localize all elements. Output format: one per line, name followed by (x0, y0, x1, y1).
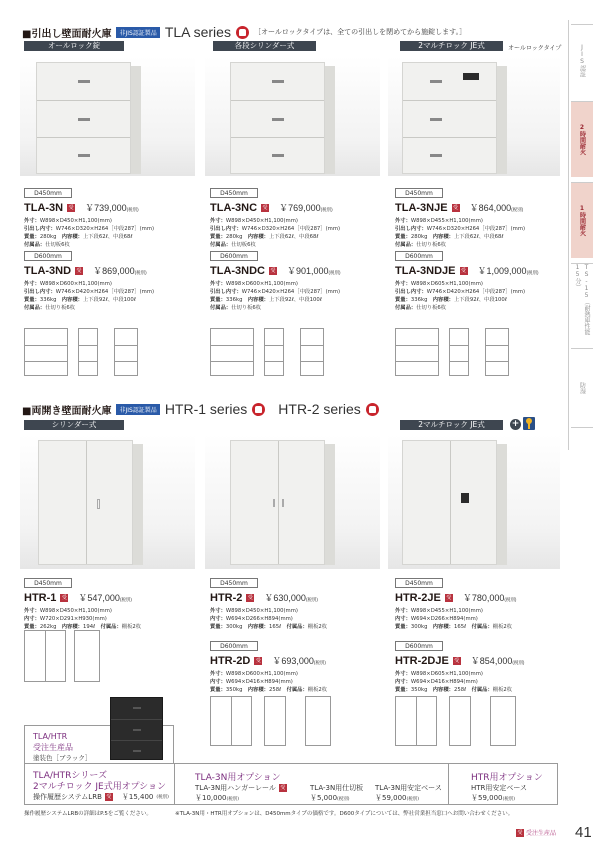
made-to-order-icon: 受 (270, 267, 276, 274)
model-name-row (395, 264, 565, 277)
product-htr-2 (210, 570, 380, 631)
band-all-lock: オールロック錠 (24, 41, 124, 51)
spec-list: 外寸：W898×D450×H1,100(mm) 内寸：W720×D291×H930(mm) 質量：262kg 内容積：194ℓ 付属品：棚板2枚 (24, 608, 142, 630)
made-to-order-icon: 受 (262, 204, 268, 211)
model-name: TLA-3NJE (395, 201, 448, 214)
made-to-order-icon: 受 (68, 204, 74, 211)
spec-list: 外寸：W898×D455×H1,100(mm) 内寸：W694×D266×H894(mm) 質量：300kg 内容積：165ℓ 付属品：棚板2枚 (395, 608, 513, 630)
made-to-order-icon: 受 (454, 657, 460, 664)
page-number: 41 (575, 824, 592, 841)
htr-2dje-dimension-diagram (395, 690, 555, 748)
htr-section-header (22, 401, 379, 417)
tla3n-option-stable-base: TLA-3N用安定ベース ￥59,000(税別) (375, 784, 442, 802)
model-name: TLA-3NC (210, 201, 258, 214)
non-jis-badge: 非JIS認証製品 (116, 27, 159, 38)
product-htr-2je (395, 570, 565, 631)
price: ￥869,000(税別) (93, 266, 147, 276)
black-cabinet-photo (110, 697, 163, 760)
model-name-row (24, 264, 194, 277)
fireproof-icon (366, 403, 379, 416)
model-name-row (210, 264, 380, 277)
spec-list: 外寸：W898×D600×H1,100(mm) 引出し内寸：W746×D420×H264［中段287］(mm) 質量：336kg 内容積：上下段92ℓ、中段100ℓ 付属品：仕切り板6枚 (24, 281, 155, 311)
tla-3n-photo (20, 56, 195, 176)
tla-3nje-dimension-diagram (395, 323, 555, 380)
band-cylinder-htr-label: シリンダー式 (24, 420, 124, 430)
made-to-order-icon: 受 (247, 594, 253, 601)
made-to-order-icon: 受 (461, 267, 467, 274)
black-option-color: 塗装色［ブラック］ (33, 754, 92, 762)
tla-section-title: ■引出し壁面耐火庫 (22, 28, 112, 40)
product-tla-3ndc (210, 243, 380, 312)
spec-list: 外寸：W898×D600×H1,100(mm) 内寸：W694×D416×H894(mm) 質量：350kg 内容積：258ℓ 付属品：棚板2枚 (210, 671, 328, 693)
product-tla-3nd (24, 243, 194, 312)
cabinet-image (36, 62, 131, 174)
tla-3n-dimension-diagram (24, 323, 184, 380)
side-index-tabs (568, 24, 596, 428)
htr1-series-name: HTR-1 series (164, 401, 248, 417)
cabinet-image (402, 440, 497, 565)
made-to-order-icon: 受 (106, 794, 112, 800)
depth-label: D450mm (24, 578, 72, 588)
tla-section-header (22, 24, 466, 40)
htr-option-title: HTR用オプション (471, 773, 543, 783)
product-htr-2dje (395, 633, 565, 694)
price: ￥547,000(税別) (78, 593, 132, 603)
price: ￥864,000(税別) (469, 203, 524, 213)
model-name: TLA-3N (24, 201, 64, 214)
option-price-footnote: ※TLA-3N用・HTR用オプションは、D450mmタイプの価格です。D600タイプについては、弊社営業担当窓口へお問い合わせください。 (175, 811, 514, 817)
htr-option-box (448, 763, 558, 805)
product-htr-1 (24, 570, 194, 631)
product-tla-3n (24, 180, 194, 249)
depth-label: D450mm (395, 578, 443, 588)
depth-label: D450mm (210, 188, 258, 198)
je-option-item: 操作履歴システムLRB 受 ￥15,400 (税別) (33, 793, 169, 801)
price: ￥630,000(税別) (264, 593, 318, 603)
depth-label: D600mm (395, 641, 443, 651)
htr-section-title: ■両開き壁面耐火庫 (22, 405, 112, 417)
tla3n-option-box (174, 763, 449, 805)
depth-label: D450mm (395, 188, 443, 198)
model-name-row (395, 201, 565, 214)
all-lock-type-tag: オールロックタイプ (508, 45, 562, 52)
model-name: HTR-2DJE (395, 654, 449, 667)
je-option-title2: 2マルチロック JE式用オプション (33, 782, 166, 792)
htr-2je-photo (388, 434, 560, 569)
fireproof-icon (252, 403, 265, 416)
htr-1-dimension-diagram (24, 625, 184, 685)
side-tab-moisture[interactable]: 防湿 (571, 348, 593, 428)
tla-3nc-photo (205, 56, 380, 176)
model-name-row (24, 201, 194, 214)
band-multilock-je: 2マルチロック JE式 (400, 41, 503, 51)
product-tla-3ndje (395, 243, 565, 312)
spec-list: 外寸：W898×D600×H1,100(mm) 引出し内寸：W746×D420×H264［中段287］(mm) 質量：336kg 内容積：上下段92ℓ、中段100ℓ 付属品：仕切り板6枚 (210, 281, 341, 311)
non-jis-badge: 非JIS認証製品 (116, 404, 159, 415)
htr-2d-dimension-diagram (210, 690, 370, 748)
spec-list: 外寸：W898×D450×H1,100(mm) 引出し内寸：W746×D320×H264［中段287］(mm) 質量：280kg 内容積：上下段62ℓ、中段68ℓ 付属品：仕切板6枚 (24, 218, 155, 248)
product-tla-3nc (210, 180, 380, 249)
cabinet-image (402, 62, 497, 174)
made-to-order-icon: 受 (255, 657, 261, 664)
model-name: HTR-2D (210, 654, 251, 667)
model-name-row (395, 591, 565, 604)
model-name: HTR-1 (24, 591, 57, 604)
price: ￥1,009,000(税別) (477, 266, 539, 276)
model-name: TLA-3NDC (210, 264, 265, 277)
model-name: TLA-3NDJE (395, 264, 456, 277)
je-option-box (24, 763, 175, 805)
price: ￥693,000(税別) (272, 656, 326, 666)
depth-label: D600mm (24, 251, 72, 261)
spec-list: 外寸：W898×D605×H1,100(mm) 内寸：W694×D416×H894(mm) 質量：350kg 内容積：258ℓ 付属品：棚板2枚 (395, 671, 513, 693)
spec-list: 外寸：W898×D605×H1,100(mm) 引出し内寸：W746×D420×H264［中段287］(mm) 質量：336kg 内容積：上下段92ℓ、中段100ℓ 付属品：仕切り板6枚 (395, 281, 526, 311)
cabinet-image (230, 62, 325, 174)
je-option-title1: TLA/HTRシリーズ (33, 771, 107, 781)
tla-all-lock-note: ［オールロックタイプは、全ての引出しを閉めてから施錠します。］ (253, 28, 467, 36)
price: ￥780,000(税別) (462, 593, 517, 603)
price: ￥854,000(税別) (470, 656, 525, 666)
model-name: TLA-3ND (24, 264, 72, 277)
cabinet-image (230, 440, 325, 565)
tla3n-option-title: TLA-3N用オプション (195, 773, 281, 783)
band-cylinder: 各段シリンダー式 (213, 41, 316, 51)
made-to-order-icon: 受 (61, 594, 67, 601)
htr-2-photo (205, 434, 380, 569)
htr2-series-name: HTR-2 series (278, 401, 361, 417)
made-to-order-icon: 受 (517, 829, 523, 836)
made-to-order-icon: 受 (453, 204, 459, 211)
depth-label: D600mm (210, 251, 258, 261)
tla-3nc-dimension-diagram (210, 323, 370, 380)
side-tab-rule (568, 20, 569, 450)
model-name-row (210, 201, 380, 214)
price: ￥901,000(税別) (287, 266, 341, 276)
made-to-order-icon: 受 (76, 267, 82, 274)
side-tab-2hour[interactable]: 2時間耐火 (571, 101, 593, 177)
depth-label: D600mm (210, 641, 258, 651)
electronic-lock-panel (461, 493, 469, 503)
side-tab-ts15[interactable]: TS-15（耐熱庫性能15分） (571, 263, 593, 343)
lrb-footnote: 操作履歴システムLRBの詳細はP.5をご覧ください。 (24, 811, 152, 817)
key-icon (523, 417, 535, 430)
side-tab-1hour[interactable]: 1時間耐火 (571, 182, 593, 258)
spec-list: 外寸：W898×D450×H1,100(mm) 内寸：W694×D266×H894(mm) 質量：300kg 内容積：165ℓ 付属品：棚板2枚 (210, 608, 328, 630)
spec-list: 外寸：W898×D450×H1,100(mm) 引出し内寸：W746×D320×H264［中段287］(mm) 質量：280kg 内容積：上下段62ℓ、中段68ℓ 付属品：仕切板6枚 (210, 218, 341, 248)
spec-list: 外寸：W898×D455×H1,100(mm) 引出し内寸：W746×D320×H264［中段287］(mm) 質量：280kg 内容積：上下段62ℓ、中段68ℓ 付属品：仕切り板6枚 (395, 218, 526, 248)
tla3n-option-divider: TLA-3N用仕切板 ￥5,000(税別) (310, 784, 364, 802)
tla3n-option-hanger-rail: TLA-3N用ハンガーレール 受 ￥10,000(税別) (195, 784, 286, 802)
model-name-row (210, 654, 380, 667)
product-htr-2d (210, 633, 380, 694)
tla-3nje-photo (388, 56, 560, 176)
model-name-row (24, 591, 194, 604)
model-name-row (210, 591, 380, 604)
plus-icon: + (511, 419, 520, 429)
side-tab-jis[interactable]: JIS認証 (571, 24, 593, 96)
htr-1-photo (20, 434, 195, 569)
model-name: HTR-2 (210, 591, 243, 604)
made-to-order-icon: 受 (280, 785, 286, 791)
depth-label: D450mm (210, 578, 258, 588)
made-to-order-icon: 受 (446, 594, 452, 601)
fireproof-icon (236, 26, 249, 39)
model-name: HTR-2JE (395, 591, 441, 604)
product-tla-3nje (395, 180, 565, 249)
cabinet-image (38, 440, 133, 565)
band-multilock-je-htr: 2マルチロック JE式 (400, 420, 503, 430)
model-name-row (395, 654, 565, 667)
black-option-series: TLA/HTR (33, 732, 68, 741)
tla-series-name: TLA series (164, 24, 231, 40)
htr-option-stable-base: HTR用安定ベース ￥59,000(税別) (471, 784, 528, 802)
made-to-order-legend: 受 受注生産品 (517, 829, 557, 837)
price: ￥739,000(税別) (85, 203, 139, 213)
depth-label: D450mm (24, 188, 72, 198)
depth-label: D600mm (395, 251, 443, 261)
black-option-made-to-order: 受注生産品 (33, 743, 73, 752)
price: ￥769,000(税別) (279, 203, 333, 213)
